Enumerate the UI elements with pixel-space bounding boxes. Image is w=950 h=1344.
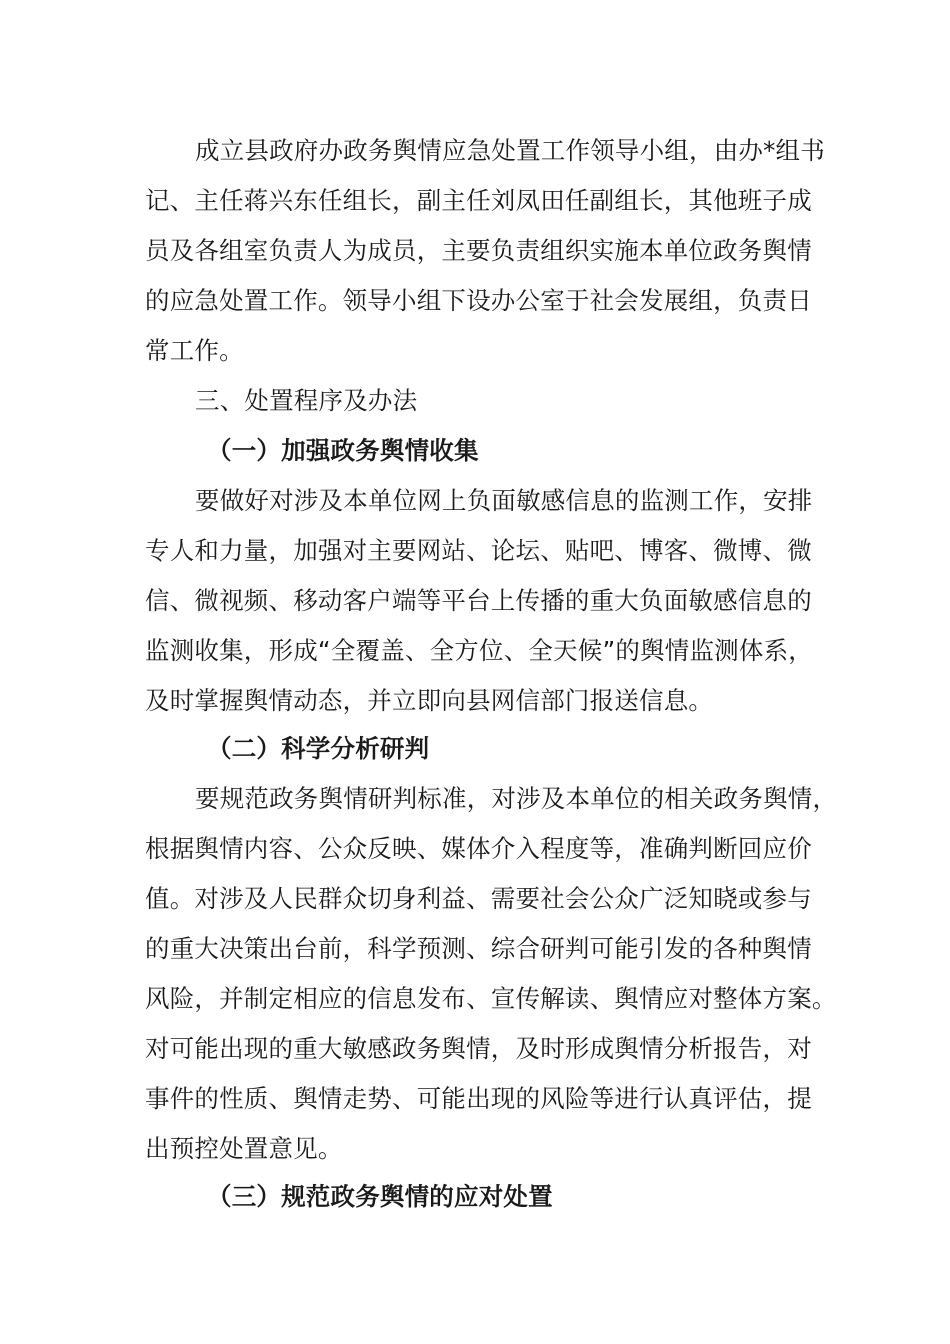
- paragraph-line: 要规范政务舆情研判标准，对涉及本单位的相关政务舆情，: [195, 784, 838, 813]
- paragraph-line: 对可能出现的重大敏感政务舆情，及时形成舆情分析报告，对: [145, 1034, 812, 1063]
- subsection-heading: （一）加强政务舆情收集: [207, 436, 479, 465]
- paragraph-line: 员及各组室负责人为成员，主要负责组织实施本单位政务舆情: [145, 236, 812, 265]
- subsection-heading: （三）规范政务舆情的应对处置: [207, 1182, 553, 1211]
- paragraph-line: 值。对涉及人民群众切身利益、需要社会公众广泛知晓或参与: [145, 884, 812, 913]
- paragraph-line: 信、微视频、移动客户端等平台上传播的重大负面敏感信息的: [145, 586, 812, 615]
- section-title: 三、处置程序及办法: [195, 386, 418, 415]
- paragraph-line: 风险，并制定相应的信息发布、宣传解读、舆情应对整体方案。: [145, 984, 837, 1013]
- paragraph-line: 监测收集，形成“全覆盖、全方位、全天候”的舆情监测体系，: [145, 636, 813, 665]
- paragraph-line: 记、主任蒋兴东任组长，副主任刘凤田任副组长，其他班子成: [145, 186, 812, 215]
- subsection-heading: （二）科学分析研判: [207, 734, 430, 763]
- paragraph-line: 要做好对涉及本单位网上负面敏感信息的监测工作，安排: [195, 486, 813, 515]
- paragraph-line: 的重大决策出台前，科学预测、综合研判可能引发的各种舆情: [145, 934, 812, 963]
- paragraph-line: 成立县政府办政务舆情应急处置工作领导小组，由办*组书: [195, 136, 825, 165]
- paragraph-line: 根据舆情内容、公众反映、媒体介入程度等，准确判断回应价: [145, 834, 812, 863]
- paragraph-line: 事件的性质、舆情走势、可能出现的风险等进行认真评估，提: [145, 1084, 812, 1113]
- paragraph-line: 的应急处置工作。领导小组下设办公室于社会发展组，负责日: [145, 286, 812, 315]
- paragraph-line: 出预控处置意见。: [145, 1134, 343, 1163]
- paragraph-line: 及时掌握舆情动态，并立即向县网信部门报送信息。: [145, 686, 714, 715]
- paragraph-line: 专人和力量，加强对主要网站、论坛、贴吧、博客、微博、微: [145, 536, 812, 565]
- paragraph-line: 常工作。: [145, 336, 244, 365]
